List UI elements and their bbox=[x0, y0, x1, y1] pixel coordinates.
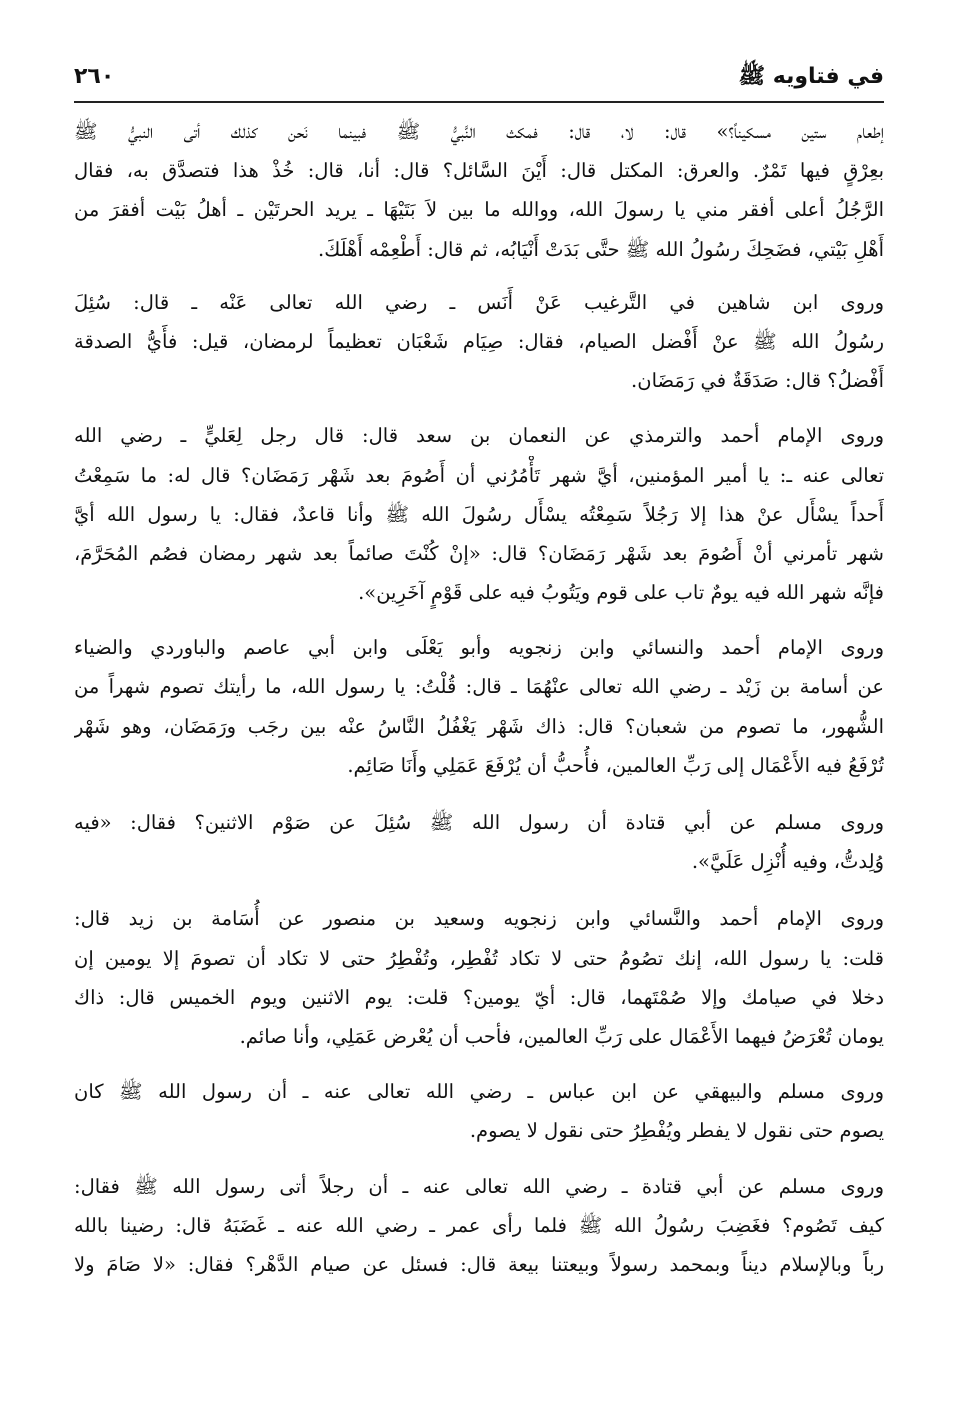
text-line: رسُولُ الله ﷺ عنْ أَفْضل الصيام، فقال: صِيَام شَعْبَان تعظيماً لرمضان، قيل: فأَيُّ الصدقة bbox=[74, 329, 884, 353]
text-line: عن أسامة بن زَيْد ـ رضي الله تعالى عنْهُمَا ـ قال: قُلْتُ: يا رسول الله، ما رأيتك تصوم شهراً من bbox=[74, 675, 884, 699]
text-line: يومان تُعْرَضُ فيهما الأَعْمَال على رَبِّ العالمين، فأحب أن يُعْرض عَمَلِي، وأنا صائم. bbox=[239, 1024, 884, 1048]
body-text bbox=[74, 112, 884, 1298]
text-line: وروى ابن شاهين في التَّرغيب عَنْ أَنَس ـ رضي الله تعالى عَنْه ـ قال: سُئِلَ bbox=[74, 290, 884, 314]
text-line: أَهْلِ بَيْتي، فضَحِكَ رسُولُ الله ﷺ حتَّى بَدَتْ أَنْيَابُه، ثم قال: أَطْعِمْه أَهْلَكَ. bbox=[318, 237, 884, 261]
text-line: شهر تأمرني أنْ أَصُومَ بعد شَهْر رَمَضَان؟ قال: «إنْ كُنْتَ صائماً بعد شهر رمضان فصُم المُحَرَّمَ، bbox=[74, 541, 884, 565]
text-line: وروى مسلم عن أبي قتادة أن رسول الله ﷺ سُئِلَ عن صَوْم الاثنين؟ فقال: «فيه bbox=[74, 811, 884, 834]
paragraph bbox=[74, 1072, 884, 1150]
text-line: تُرْفَعُ فيه الأَعْمَال إلى رَبِّ العالمين، فأُحبُّ أن يُرْفَعَ عَمَلِي وأَنَا صَائِم. bbox=[347, 753, 884, 777]
text-line: الرَّجُلُ أعلى أفقر مني يا رسولَ الله، ووالله ما بين لاَ بَتَيْهَا ـ يريد الحرتَيْن ـ أهلُ بَيْت أفقرَ من bbox=[74, 198, 884, 222]
text-line: كيف تَصُوم؟ فغَضِبَ رسُولُ الله ﷺ فلما رأى عمر ـ رضي الله عنه ـ غَضَبَهُ قال: رضينا بالله bbox=[74, 1213, 884, 1237]
paragraph bbox=[74, 1167, 884, 1285]
paragraph bbox=[74, 283, 884, 401]
paragraph bbox=[74, 803, 884, 881]
text-line: وُلِدتُّ، وفيه أُنْزِل عَلَيَّ». bbox=[691, 850, 884, 874]
text-line: وروى مسلم والبيهقي عن ابن عباس ـ رضي الله تعالى عنه ـ أن رسول الله ﷺ كان bbox=[74, 1080, 884, 1104]
text-line: وروى الإمام أحمد والترمذي عن النعمان بن سعد قال: قال رجل لِعَليٍّ ـ رضي الله bbox=[74, 424, 884, 448]
page-header bbox=[74, 58, 884, 98]
paragraph bbox=[74, 416, 884, 612]
text-line: أَحداً يسْأَل عنْ هذا إلا رَجُلاً سَمِعْتُه يسْأَل رسُولَ الله ﷺ وأنا قاعدٌ، فقال: يا رسول الله أيَّ bbox=[74, 502, 884, 526]
text-line: وروى الإمام أحمد والنَّسائي وابن زنجويه وسعيد بن منصور عن أُسَامة بن زيد قال: bbox=[74, 907, 884, 931]
paragraph bbox=[74, 112, 884, 269]
text-line: دخلا في صيامك وإلا صُمْتَهما، قال: أيّ يومين؟ قلت: يوم الاثنين ويوم الخميس قال: ذاك bbox=[74, 985, 884, 1009]
text-line: وروى الإمام أحمد والنسائي وابن زنجويه وأبو يَعْلَى وابن أبي عاصم والباوردي والضياء bbox=[74, 636, 884, 660]
text-line: تعالى عنه ـ: يا أمير المؤمنين، أيَّ شهر تَأْمُرُني أن أَصُومَ بعد شَهْر رَمَضَان؟ قال له: ما سَمِعْتُ bbox=[74, 463, 884, 487]
text-line: وروى مسلم عن أبي قتادة ـ رضي الله تعالى عنه ـ أن رجلاً أتى رسول الله ﷺ فقال: bbox=[74, 1174, 884, 1198]
text-line: بعِرْقٍ فيها تَمْرٌ. والعرق: المكتل قال: أَيْنَ السَّائل؟ قال: أنا، قال: خُذْ هذا فتصدَّق به، فقال bbox=[74, 159, 884, 183]
text-line: فإنَّه شهر الله فيه يومٌ تاب على قوم ويَتُوبُ فيه على قَوْمٍ آخَرِين». bbox=[358, 581, 884, 605]
paragraph bbox=[74, 899, 884, 1056]
page-number: ٢٦٠ bbox=[74, 64, 115, 89]
header-divider bbox=[74, 101, 884, 103]
text-line: يصوم حتى نقول لا يفطر ويُفْطِرُ حتى نقول لا يصوم. bbox=[469, 1119, 884, 1143]
paragraph bbox=[74, 628, 884, 785]
text-line: رباً وبالإسلام ديناً وبمحمد رسولاً وبيعتنا بيعة قال: فسئل عن صيام الدَّهْر؟ فقال: «لا صَامَ ولا bbox=[74, 1252, 884, 1276]
running-title: في فتاويه ﷺ bbox=[738, 64, 884, 89]
text-line: إطعام ستين مسكيناً؟» قال: لا، قال: فمكث النَّبيُّ ﷺ فبينما نَحن كذلك أتى النبيُّ ﷺ bbox=[74, 120, 884, 143]
text-line: قلت: يا رسول الله، إنك تصُومُ حتى لا تكاد تُفْطِر، وتُفْطِرُ حتى لا تكاد أن تصومَ إلا يومين إن bbox=[74, 946, 884, 970]
text-line: الشُّهور، ما تصوم من شعبان؟ قال: ذاك شَهْر يَغْفُلُ النَّاسُ عنْه بين رجَب ورَمَضَان، وهو شَهْر bbox=[74, 714, 884, 738]
text-line: أَفْضلُ؟ قال: صَدَقَةٌ في رَمَضَان. bbox=[631, 369, 884, 393]
